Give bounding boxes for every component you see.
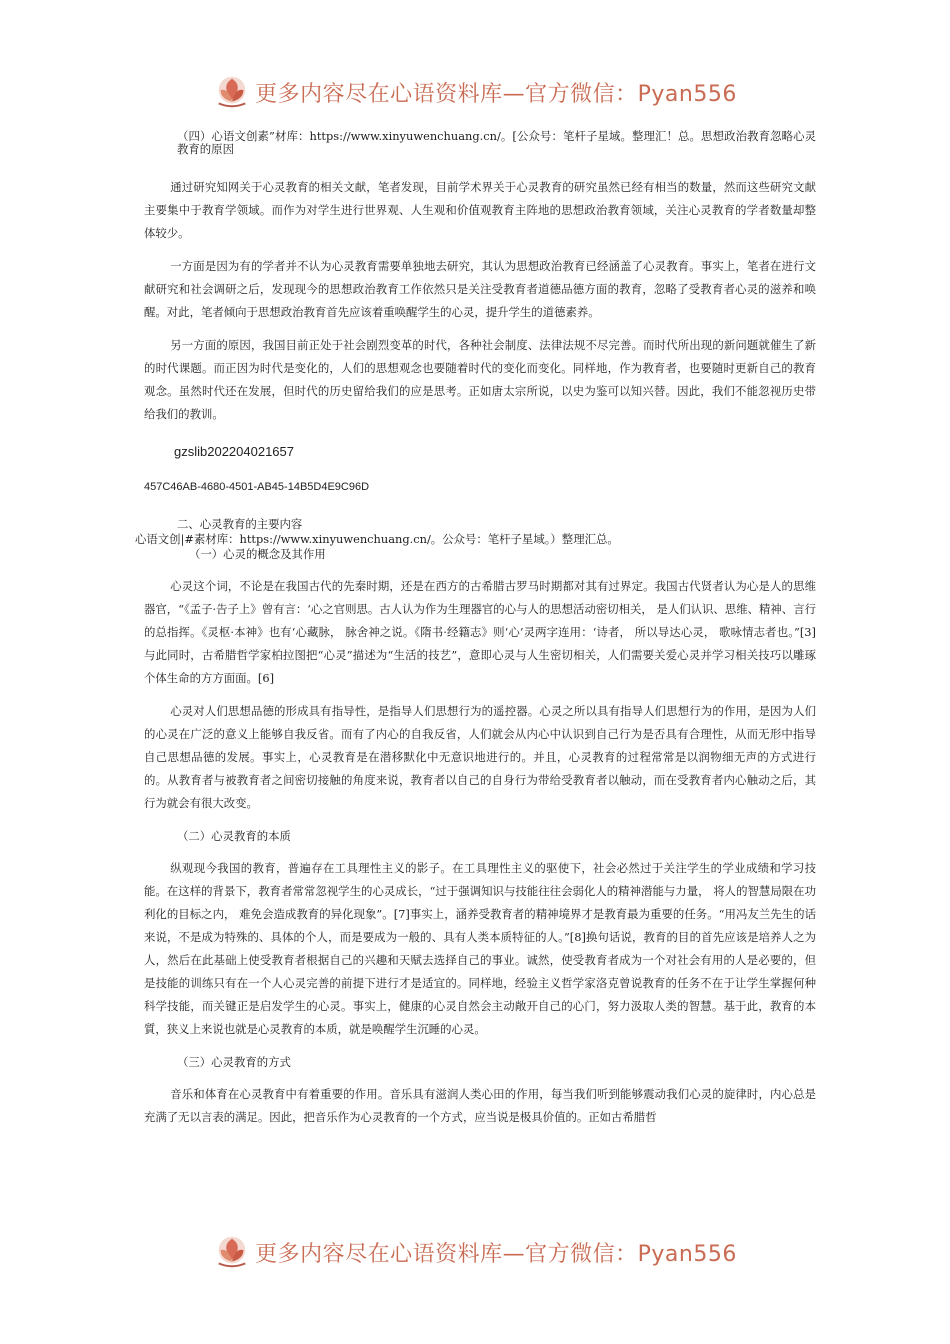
subsection-heading: （一）心灵的概念及其作用 <box>189 547 326 561</box>
paragraph: 心灵对人们思想品德的形成具有指导性，是指导人们思想行为的遥控器。心灵之所以具有指导人们思想行为的作用，是因为人们的心灵在广泛的意义上能够自我反省。而有了内心的自我反省，人们就会从内心中认识到自己行为是否具有合理性，从而无形中指导自己思想品德的发展。事实上，心灵教育是在潜移默化中无意识地进行的。并且，心灵教育的过程常常是以润物细无声的方式进行的。从教育者与被教育者之间密切接触的角度来说，教育者以自己的自身行为带给受教育者以触动，而在受教育者内心触动之后，其行为就会有很大改变。 <box>144 704 816 810</box>
subsection-heading: （三）心灵教育的方式 <box>177 1055 291 1069</box>
paragraph: 另一方面的原因，我国目前正处于社会剧烈变革的时代，各种社会制度、法律法规不尽完善。而时代所出现的新问题就催生了新的时代课题。而正因为时代是变化的，人们的思想观念也要随着时代的变化而变化。同样地，作为教育者，也要随时更新自己的教育观念。虽然时代还在发展，但时代的历史留给我们的应是思考。正如唐太宗所说，以史为鉴可以知兴替。因此，我们不能忽视历史带给我们的教训。 <box>144 338 816 421</box>
paragraph: 音乐和体育在心灵教育中有着重要的作用。音乐具有滋润人类心田的作用，每当我们听到能够震动我们心灵的旋律时，内心总是充满了无以言表的满足。因此，把音乐作为心灵教育的一个方式，应当说是极具价值的。正如古希腊哲 <box>144 1087 816 1124</box>
red-flower-logo-icon <box>213 73 251 111</box>
doc-uuid: 457C46AB-4680-4501-AB45-14B5D4E9C96D <box>144 481 370 493</box>
subsection-heading: （二）心灵教育的本质 <box>177 829 291 843</box>
header-banner <box>0 70 950 114</box>
watermark-note: 心语文创|#素材库：https://www.xinyuwenchuang.cn/。公众号：笔杆子星域。）整理汇总。 <box>135 532 619 546</box>
paragraph: 纵观现今我国的教育，普遍存在工具理性主义的影子。在工具理性主义的驱使下，社会必然过于关注学生的学业成绩和学习技能。在这样的背景下，教育者常常忽视学生的心灵成长，“过于强调知识与技能往往会弱化人的精神潜能与力量， 将人的智慧局限在功利化的目标之内， 难免会造成教育的异化现象”。[7]事实上，涵养受教育者的精神境界才是教育最为重要的任务。“用冯友兰先生的话来说，不是成为特殊的、具体的个人，而是要成为一般的、具有人类本质特征的人。”[8]换句话说，教育的目的首先应该是培养人之为人，然后在此基础上使受教育者根据自己的兴趣和天赋去选择自己的事业。诚然，使受教育者成为一个对社会有用的人是必要的，但是技能的训练只有在一个人心灵完善的前提下进行才是适宜的。同样地，经验主义哲学家洛克曾说教育的任务不在于让学生掌握何种科学技能，而关键正是启发学生的心灵。事实上，健康的心灵自然会主动敞开自己的心门，努力汲取人类的智慧。基于此，教育的本質，狭义上来说也就是心灵教育的本质，就是唤醒学生沉睡的心灵。 <box>144 861 816 1036</box>
footer-banner <box>0 1230 950 1274</box>
doc-code-id: gzslib202204021657 <box>174 444 294 459</box>
paragraph: 通过研究知网关于心灵教育的相关文献，笔者发现，目前学术界关于心灵教育的研究虽然已经有相当的数量，然而这些研究文献主要集中于教育学领域。而作为对学生进行世界观、人生观和价值观教育主阵地的思想政治教育领域，关注心灵教育的学者数量却整体较少。 <box>144 180 816 240</box>
document-body <box>135 129 816 1139</box>
section-heading-4: （四）心语文创素”材库：https://www.xinyuwenchuang.cn/。[公众号：笔杆子星域。整理汇！总。思想政治教育忽略心灵教育的原因 <box>177 129 816 156</box>
banner-text: 更多内容尽在心语资料库—官方微信：Pyan556 <box>255 1241 737 1267</box>
section-heading-2: 二、心灵教育的主要内容 <box>177 517 303 531</box>
red-flower-logo-icon <box>213 1233 251 1271</box>
paragraph: 心灵这个词，不论是在我国古代的先秦时期，还是在西方的古希腊古罗马时期都对其有过界定。我国古代贤者认为心是人的思维器官，“《孟子·告子上》曾有言：‘心之官则思。古人认为作为生理器官的心与人的思想活动密切相关， 是人们认识、思维、精神、言行的总指挥。《灵枢·本神》也有‘心藏脉， 脉舍神之说。《隋书·经籍志》则‘心’灵两字连用：‘诗者， 所以导达心灵， 歌咏情志者也。”[3]与此同时，古希腊哲学家柏拉图把“心灵”描述为“生活的技艺”，意即心灵与人生密切相关，人们需要关爱心灵并学习相关技巧以雕琢个体生命的方方面面。[6] <box>144 579 816 685</box>
paragraph: 一方面是因为有的学者并不认为心灵教育需要单独地去研究，其认为思想政治教育已经涵盖了心灵教育。事实上，笔者在进行文献研究和社会调研之后，发现现今的思想政治教育工作依然只是关注受教育者道德品德方面的教育，忽略了受教育者心灵的滋养和唤醒。对此，笔者倾向于思想政治教育首先应该着重唤醒学生的心灵，提升学生的道德素养。 <box>144 259 816 319</box>
banner-text: 更多内容尽在心语资料库—官方微信：Pyan556 <box>255 81 737 107</box>
